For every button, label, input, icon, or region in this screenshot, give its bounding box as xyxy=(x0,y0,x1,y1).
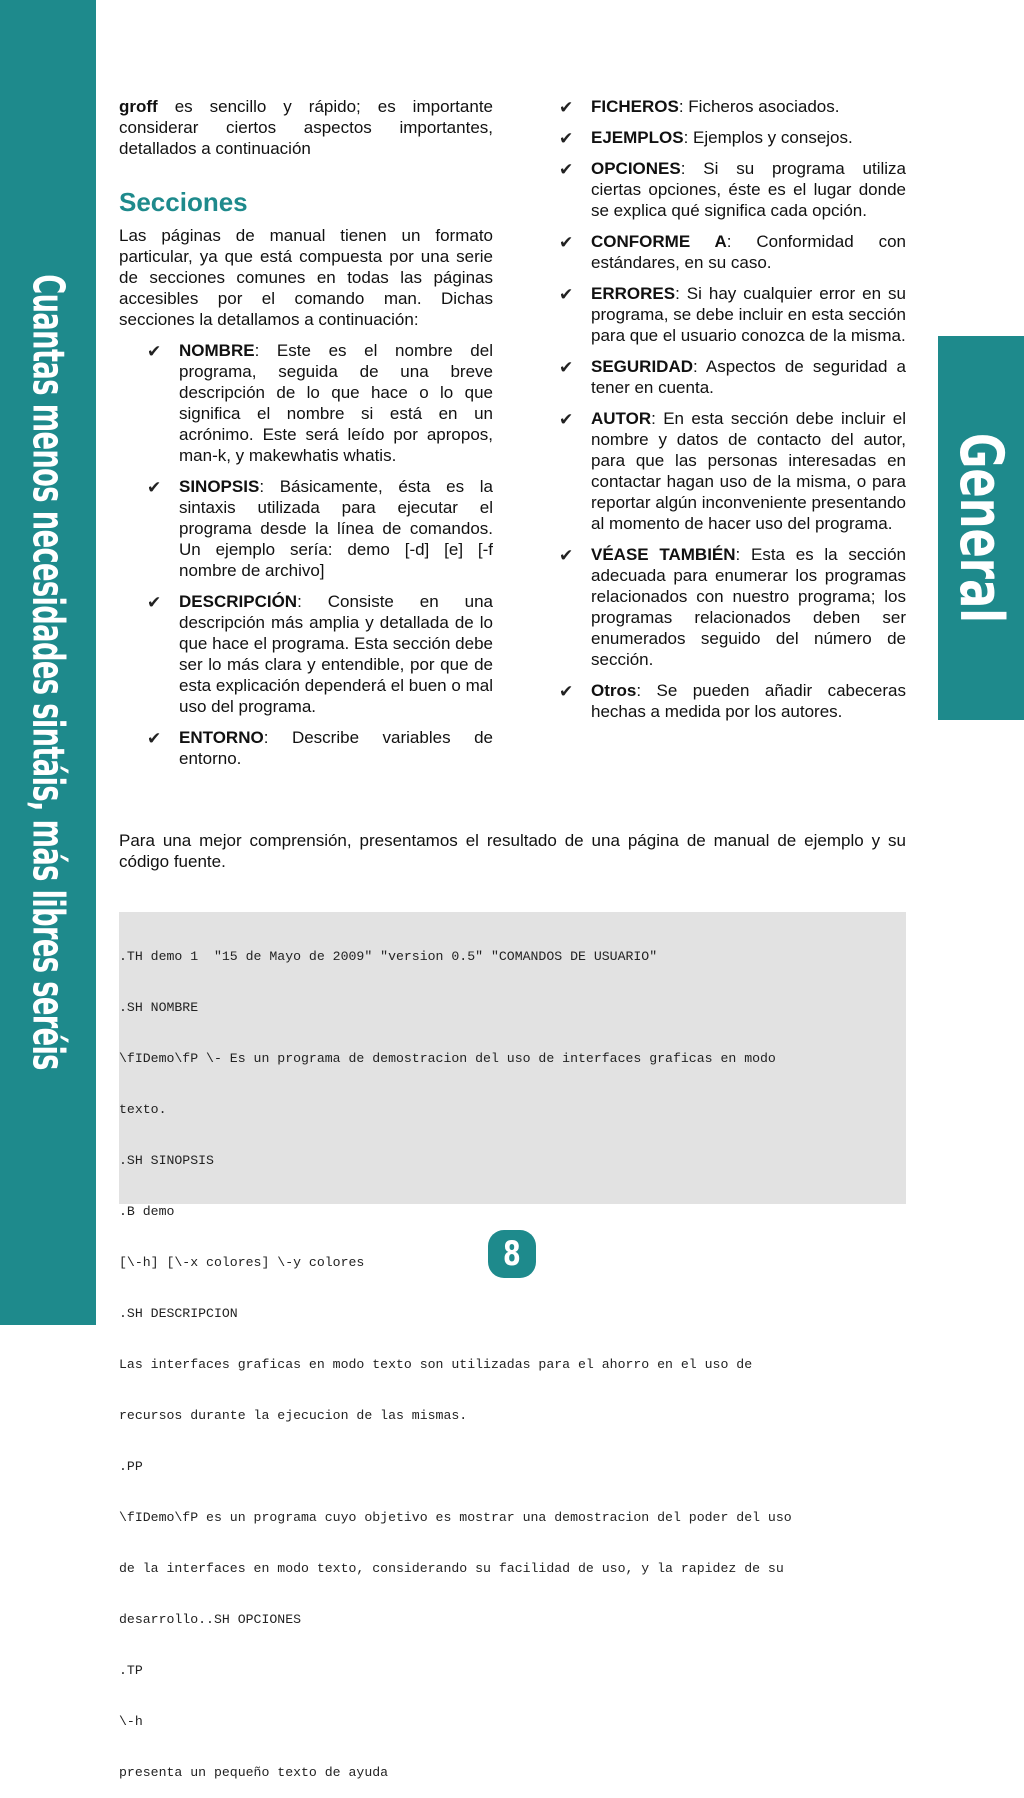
code-line: presenta un pequeño texto de ayuda xyxy=(119,1765,389,1780)
list-item: ✔ DESCRIPCIÓN: Consiste en una descripción más amplia y detallada de lo que hace el programa. Esta sección debe ser lo más clara y entendible, por que de esta explicación dependerá el buen o mal uso del programa. xyxy=(147,592,493,716)
side-title: Cuantas menos necesidades sintáis, más libres seréis xyxy=(22,274,74,1070)
list-item: ✔ ENTORNO: Describe variables de entorno. xyxy=(147,728,493,768)
checkmark-icon: ✔ xyxy=(147,729,162,748)
code-line: recursos durante la ejecucion de las mismas. xyxy=(119,1408,468,1423)
list-item: ✔ EJEMPLOS: Ejemplos y consejos. xyxy=(559,128,853,148)
code-line: .SH DESCRIPCION xyxy=(119,1306,238,1321)
list-item: ✔ SEGURIDAD: Aspectos de seguridad a tener en cuenta. xyxy=(559,357,906,397)
code-line: .TP xyxy=(119,1663,143,1678)
checkmark-icon: ✔ xyxy=(559,285,574,304)
code-line: .PP xyxy=(119,1459,143,1474)
code-line: Las interfaces graficas en modo texto son utilizadas para el ahorro en el uso de xyxy=(119,1357,753,1372)
code-line: .SH NOMBRE xyxy=(119,1000,199,1015)
code-line: \fIDemo\fP \- Es un programa de demostracion del uso de interfaces graficas en modo xyxy=(119,1051,776,1066)
checkmark-icon: ✔ xyxy=(147,478,162,497)
sections-paragraph: Las páginas de manual tienen un formato particular, ya que está compuesta por una serie de secciones comunes en todas las páginas accesibles por el comando man. Dichas secciones la detallamos a continuación: xyxy=(119,226,493,329)
code-line: .SH SINOPSIS xyxy=(119,1153,214,1168)
list-item: ✔ VÉASE TAMBIÉN: Esta es la sección adecuada para enumerar los programas relacionados con nuestro programa; los programas relacionados deben ser enumerados seguido del número de sección. xyxy=(559,545,906,669)
checkmark-icon: ✔ xyxy=(559,410,574,429)
right-section-list xyxy=(555,96,906,722)
code-line: desarrollo..SH OPCIONES xyxy=(119,1612,302,1627)
checkmark-icon: ✔ xyxy=(559,160,574,179)
checkmark-icon: ✔ xyxy=(559,233,574,252)
page-number-badge: 8 xyxy=(488,1230,536,1278)
intro-text: es sencillo y rápido; es importante considerar ciertos aspectos importantes, detallados a continuación xyxy=(119,97,493,158)
checkmark-icon: ✔ xyxy=(559,129,574,148)
list-item: ✔ AUTOR: En esta sección debe incluir el nombre y datos de contacto del autor, para que las personas interesadas en contactar hagan uso de la misma, o para reportar algún inconveniente presentando al momento de hacer uso del programa. xyxy=(559,409,906,533)
code-line: .TH demo 1 "15 de Mayo de 2009" "version 0.5" "COMANDOS DE USUARIO" xyxy=(119,949,658,964)
code-line: [\-h] [\-x colores] \-y colores xyxy=(119,1255,365,1270)
right-column xyxy=(555,96,906,732)
checkmark-icon: ✔ xyxy=(559,98,574,117)
left-section-list xyxy=(119,340,493,769)
left-column xyxy=(119,96,493,779)
checkmark-icon: ✔ xyxy=(147,593,162,612)
list-item: ✔ FICHEROS: Ficheros asociados. xyxy=(559,97,840,117)
checkmark-icon: ✔ xyxy=(559,546,574,565)
list-item: ✔ NOMBRE: Este es el nombre del programa, seguida de una breve descripción de lo que hace o lo que significa el nombre si está en un acrónimo. Este será leído por apropos, man-k, y makewhatis whatis. xyxy=(147,341,493,465)
checkmark-icon: ✔ xyxy=(559,682,574,701)
section-tab-label: General xyxy=(946,432,1016,624)
code-line: de la interfaces en modo texto, considerando su facilidad de uso, y la rapidez de su xyxy=(119,1561,784,1576)
list-item: ✔ CONFORME A: Conformidad con estándares, en su caso. xyxy=(559,232,906,272)
list-item: ✔ OPCIONES: Si su programa utiliza ciertas opciones, éste es el lugar donde se explica qué significa cada opción. xyxy=(559,159,906,220)
list-item: ✔ ERRORES: Si hay cualquier error en su programa, se debe incluir en esta sección para que el usuario conozca de la misma. xyxy=(559,284,906,345)
code-block xyxy=(119,912,906,1780)
side-band xyxy=(0,0,96,1325)
code-line: texto. xyxy=(119,1102,167,1117)
checkmark-icon: ✔ xyxy=(147,342,162,361)
closing-paragraph: Para una mejor comprensión, presentamos el resultado de una página de manual de ejemplo y su código fuente. xyxy=(119,831,906,871)
list-item: ✔ SINOPSIS: Básicamente, ésta es la sintaxis utilizada para ejecutar el programa desde la línea de comandos. Un ejemplo sería: demo [-d] [e] [-f nombre de archivo] xyxy=(147,477,493,580)
section-tab xyxy=(938,336,1024,720)
code-line: \fIDemo\fP es un programa cuyo objetivo es mostrar una demostracion del poder del uso xyxy=(119,1510,792,1525)
intro-lead: groff xyxy=(119,97,158,116)
section-heading: Secciones xyxy=(119,187,248,217)
intro-paragraph xyxy=(119,96,493,159)
code-line: \-h xyxy=(119,1714,143,1729)
list-item: ✔ Otros: Se pueden añadir cabeceras hechas a medida por los autores. xyxy=(559,681,906,721)
code-line: .B demo xyxy=(119,1204,175,1219)
checkmark-icon: ✔ xyxy=(559,358,574,377)
